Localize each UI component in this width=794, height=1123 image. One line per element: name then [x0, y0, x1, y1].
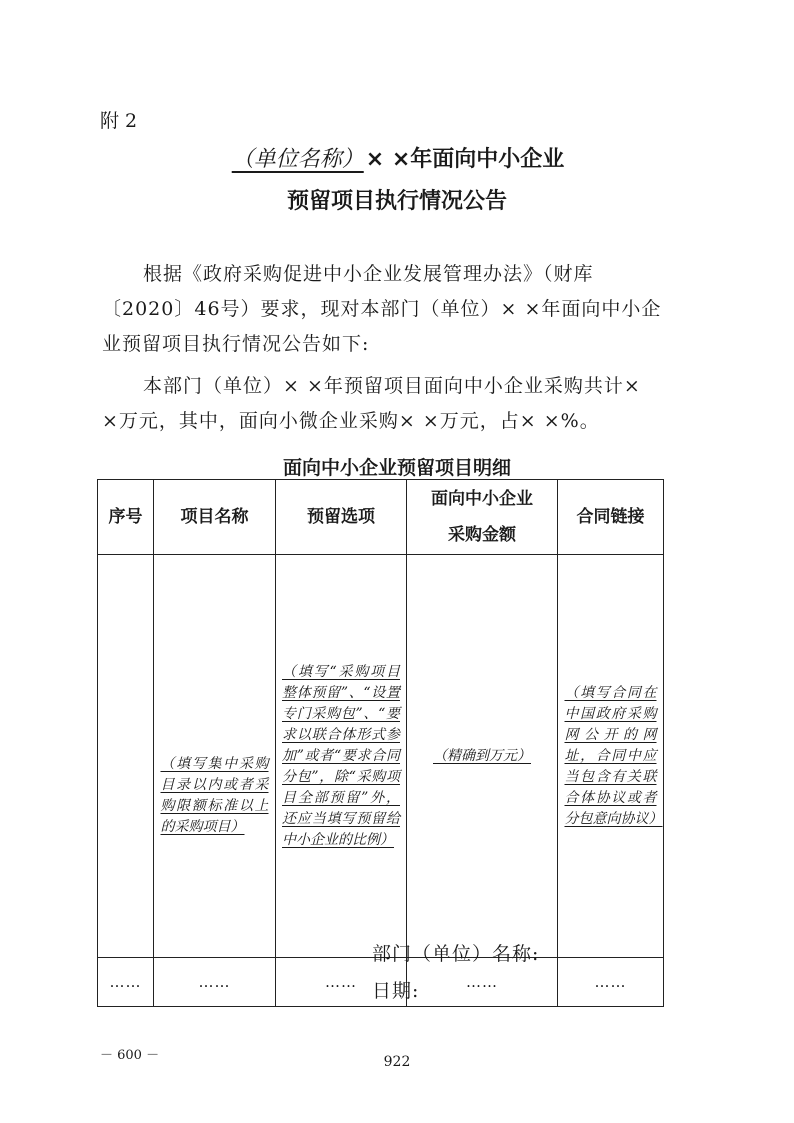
ellipsis-cell: …… [558, 958, 664, 1007]
ellipsis-cell: …… [98, 958, 154, 1007]
cell-contract-link [558, 555, 664, 958]
title-unit-placeholder: （单位名称） [231, 147, 364, 172]
ellipsis-cell: …… [407, 958, 558, 1007]
header-sme-amount [407, 480, 558, 555]
cell-sme-amount [407, 555, 558, 958]
note-reserve-option: （填写“采购项目整体预留”、“设置专门采购包”、“要求以联合体形式参加”或者“要求合同分包”，除“采购项目全部预留”外，还应当填写预留给中小企业的比例） [282, 663, 400, 848]
ellipsis-cell: …… [154, 958, 276, 1007]
paragraph-intro: 根据《政府采购促进中小企业发展管理办法》（财库〔2020〕46号）要求，现对本部门（单位）× ×年面向中小企业预留项目执行情况公告如下: [102, 263, 662, 355]
title-line1-text: × ×年面向中小企业 [365, 147, 565, 172]
table-caption: 面向中小企业预留项目明细 [282, 457, 511, 479]
cell-seq [98, 555, 154, 958]
book-page-number: － 600 － [100, 1048, 160, 1063]
paragraph-summary: 本部门（单位）× ×年预留项目面向中小企业采购共计× ×万元，其中，面向小微企业采购× ×万元，占× ×%。 [102, 375, 641, 432]
header-contract-link: 合同链接 [558, 480, 664, 555]
header-reserve-option: 预留选项 [276, 480, 407, 555]
signature-date: 日期: [372, 980, 420, 1002]
cell-project-name [154, 555, 276, 958]
reserved-projects-table [97, 479, 664, 1007]
header-seq: 序号 [98, 480, 154, 555]
attachment-label: 附 2 [100, 110, 138, 132]
note-sme-amount: （精确到万元） [433, 748, 531, 764]
table-row [98, 555, 664, 958]
page-number: 922 [383, 1054, 411, 1070]
note-contract-link: （填写合同在中国政府采购网公开的网址，合同中应当包含有关联合体协议或者分包意向协议） [564, 684, 663, 827]
note-project-name: （填写集中采购目录以内或者采购限额标准以上的采购项目） [160, 756, 269, 835]
ellipsis-cell: …… [276, 958, 407, 1007]
signature-dept: 部门（单位）名称: [372, 943, 540, 965]
page-title-line1 [0, 142, 794, 173]
page-title-line2: 预留项目执行情况公告 [286, 189, 507, 214]
cell-reserve-option [276, 555, 407, 958]
table-header-row [98, 480, 664, 555]
header-sme-amount-text: 面向中小企业采购金额 [431, 489, 533, 545]
header-project-name: 项目名称 [154, 480, 276, 555]
